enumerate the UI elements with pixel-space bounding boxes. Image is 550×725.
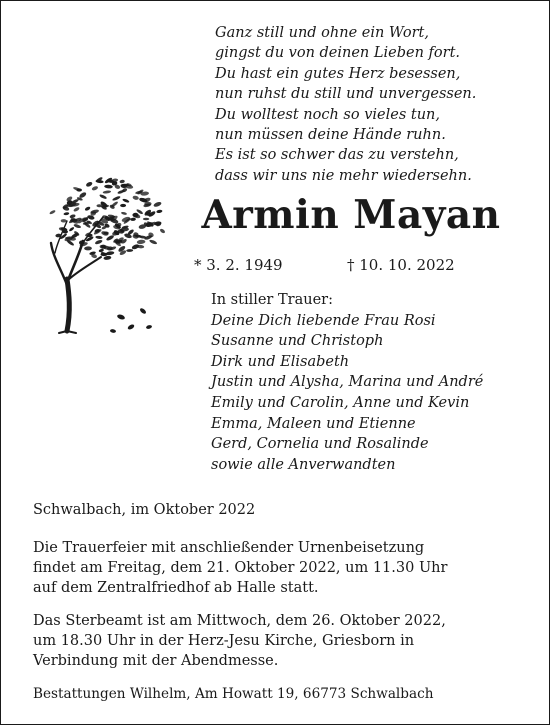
text-line: findet am Freitag, dem 21. Oktober 2022, um 11.30 Uhr: [33, 560, 448, 577]
text-line: um 18.30 Uhr in der Herz-Jesu Kirche, Griesborn in: [33, 633, 415, 650]
poem: [215, 23, 535, 186]
leaf: [121, 211, 127, 215]
leaf: [153, 201, 162, 208]
death-date: † 10. 10. 2022: [347, 256, 455, 274]
poem-line: Du hast ein gutes Herz besessen,: [215, 65, 461, 82]
mourner-line: Emma, Maleen und Etienne: [211, 415, 416, 432]
leaf: [132, 195, 139, 200]
leaf: [98, 248, 104, 252]
poem-line: nun müssen deine Hände ruhn.: [215, 127, 446, 144]
mourner-line: sowie alle Anverwandten: [211, 456, 396, 473]
leaf: [91, 185, 98, 191]
mourner-line: Dirk und Elisabeth: [211, 353, 350, 370]
leaf: [103, 190, 112, 194]
leaf: [95, 235, 103, 239]
leaf: [104, 185, 113, 189]
place-date: Schwalbach, im Oktober 2022: [33, 502, 256, 518]
poem-line: Ganz still und ohne ein Wort,: [215, 25, 429, 41]
windblown-tree-icon: [43, 161, 173, 341]
mourners-list: [211, 290, 541, 475]
leaf: [143, 218, 149, 221]
leaf: [103, 232, 108, 235]
text-line: Die Trauerfeier mit anschließender Urnenbeisetzung: [33, 540, 425, 556]
mourner-line: Susanne und Christoph: [211, 333, 384, 350]
text-line: Das Sterbeamt ist am Mittwoch, dem 26. Oktober 2022,: [33, 613, 446, 629]
leaf: [130, 217, 136, 221]
poem-line: dass wir uns nie mehr wiedersehn.: [215, 167, 472, 184]
mourner-line: Justin und Alysha, Marina und André: [211, 374, 484, 391]
leaf: [112, 195, 121, 201]
leaf: [84, 246, 92, 250]
funeral-ceremony-info: [33, 538, 533, 599]
birth-date: * 3. 2. 1949: [194, 256, 283, 274]
poem-line: Du wolltest noch so vieles tun,: [215, 106, 440, 123]
leaf: [61, 219, 67, 223]
leaf: [120, 204, 126, 207]
leaf: [73, 206, 80, 212]
leaf: [99, 194, 107, 200]
poem-line: Es ist so schwer das zu verstehn,: [215, 147, 459, 164]
requiem-mass-info: [33, 611, 533, 672]
leaf: [73, 223, 81, 228]
leaf: [159, 228, 166, 234]
leaf: [126, 249, 133, 252]
mourner-line: Emily und Carolin, Anne und Kevin: [211, 394, 470, 411]
poem-line: nun ruhst du still und unvergessen.: [215, 86, 477, 103]
leaf: [84, 206, 91, 212]
leaf: [154, 221, 162, 226]
leaf: [49, 209, 56, 214]
leaf: [69, 226, 75, 232]
poem-line: gingst du von deinen Lieben fort.: [215, 45, 461, 62]
undertaker-address: Bestattungen Wilhelm, Am Howatt 19, 66773 Schwalbach: [33, 686, 434, 702]
leaf: [85, 181, 93, 187]
mourner-line: Deine Dich liebende Frau Rosi: [211, 312, 436, 329]
leaf: [103, 255, 111, 260]
leaf: [111, 201, 119, 208]
text-line: auf dem Zentralfriedhof ab Halle statt.: [33, 580, 319, 597]
text-line: Verbindung mit der Abendmesse.: [33, 653, 279, 670]
leaf: [94, 239, 103, 245]
mourner-line: Gerd, Cornelia und Rosalinde: [211, 436, 429, 453]
leaf: [69, 214, 76, 219]
leaf: [156, 209, 162, 213]
deceased-name: Armin Mayan: [201, 192, 501, 238]
leaf: [119, 179, 125, 183]
leaf: [122, 198, 130, 203]
leaf: [63, 212, 69, 216]
leaf: [149, 239, 158, 245]
leaf: [137, 239, 146, 244]
mourners-heading: In stiller Trauer:: [211, 292, 333, 308]
